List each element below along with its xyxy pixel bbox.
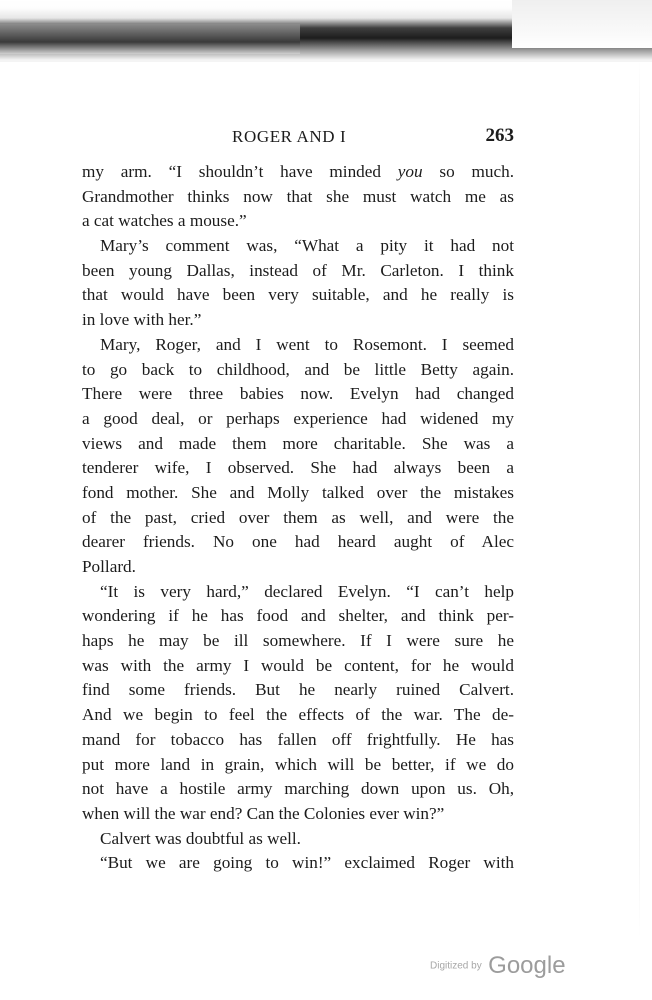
scan-top-right-highlight [512, 0, 652, 48]
text-line: that would have been very suitable, and he really is [82, 285, 514, 305]
text-line: And we begin to feel the effects of the war. The de- [82, 705, 514, 725]
text-line: haps he may be ill somewhere. If I were sure he [82, 631, 514, 651]
text-line: when will the war end? Can the Colonies ever win?” [82, 803, 445, 823]
text-line: been young Dallas, instead of Mr. Carleton. I think [82, 260, 514, 280]
text-line: in love with her.” [82, 310, 202, 330]
text-line: Mary’s comment was, “What a pity it had not [100, 236, 514, 256]
text-line: Grandmother thinks now that she must watch me as [82, 186, 514, 206]
text-line: a good deal, or perhaps experience had widened my [82, 408, 514, 428]
emphasis: you [397, 162, 423, 181]
text-line: “But we are going to win!” exclaimed Roger with [100, 853, 514, 873]
text-line: Pollard. [82, 557, 136, 576]
text-line: find some friends. But he nearly ruined Calvert. [82, 680, 514, 700]
text-line: Calvert was doubtful as well. [100, 828, 301, 848]
text-line: views and made them more charitable. She was a [82, 433, 514, 453]
watermark-prefix: Digitized by [430, 960, 482, 972]
digitized-watermark [430, 952, 566, 980]
text-line: tenderer wife, I observed. She had always been a [82, 458, 514, 478]
text-line: put more land in grain, which will be better, if we do [82, 754, 514, 774]
text-line: to go back to childhood, and be little Betty again. [82, 359, 514, 379]
text-line: my arm. “I shouldn’t have minded you so much. [82, 162, 515, 181]
scan-right-edge [639, 60, 640, 940]
text-line: Mary, Roger, and I went to Rosemont. I seemed [100, 334, 514, 354]
text-line: There were three babies now. Evelyn had changed [82, 384, 514, 404]
text-line: “It is very hard,” declared Evelyn. “I can’t help [100, 581, 514, 601]
scan-page-lip [0, 24, 300, 54]
text-line: mand for tobacco has fallen off frightfully. He has [82, 729, 514, 749]
watermark-brand-logo: Google [488, 952, 566, 979]
text-line: of the past, cried over them as well, and were the [82, 507, 514, 527]
running-head: ROGER AND I [232, 127, 347, 146]
text-line: not have a hostile army marching down upon us. Oh, [82, 779, 514, 799]
body-text [82, 160, 514, 876]
text-line: was with the army I would be content, for he would [82, 655, 514, 675]
text-line: a cat watches a mouse.” [82, 211, 247, 231]
page-number: 263 [485, 125, 514, 146]
text-line: fond mother. She and Molly talked over the mistakes [82, 482, 514, 502]
text-line: dearer friends. No one had heard aught of Alec [82, 532, 514, 552]
text-line: wondering if he has food and shelter, and think per- [82, 606, 514, 626]
scan-top-shadow [0, 0, 652, 62]
page-header [82, 127, 514, 151]
